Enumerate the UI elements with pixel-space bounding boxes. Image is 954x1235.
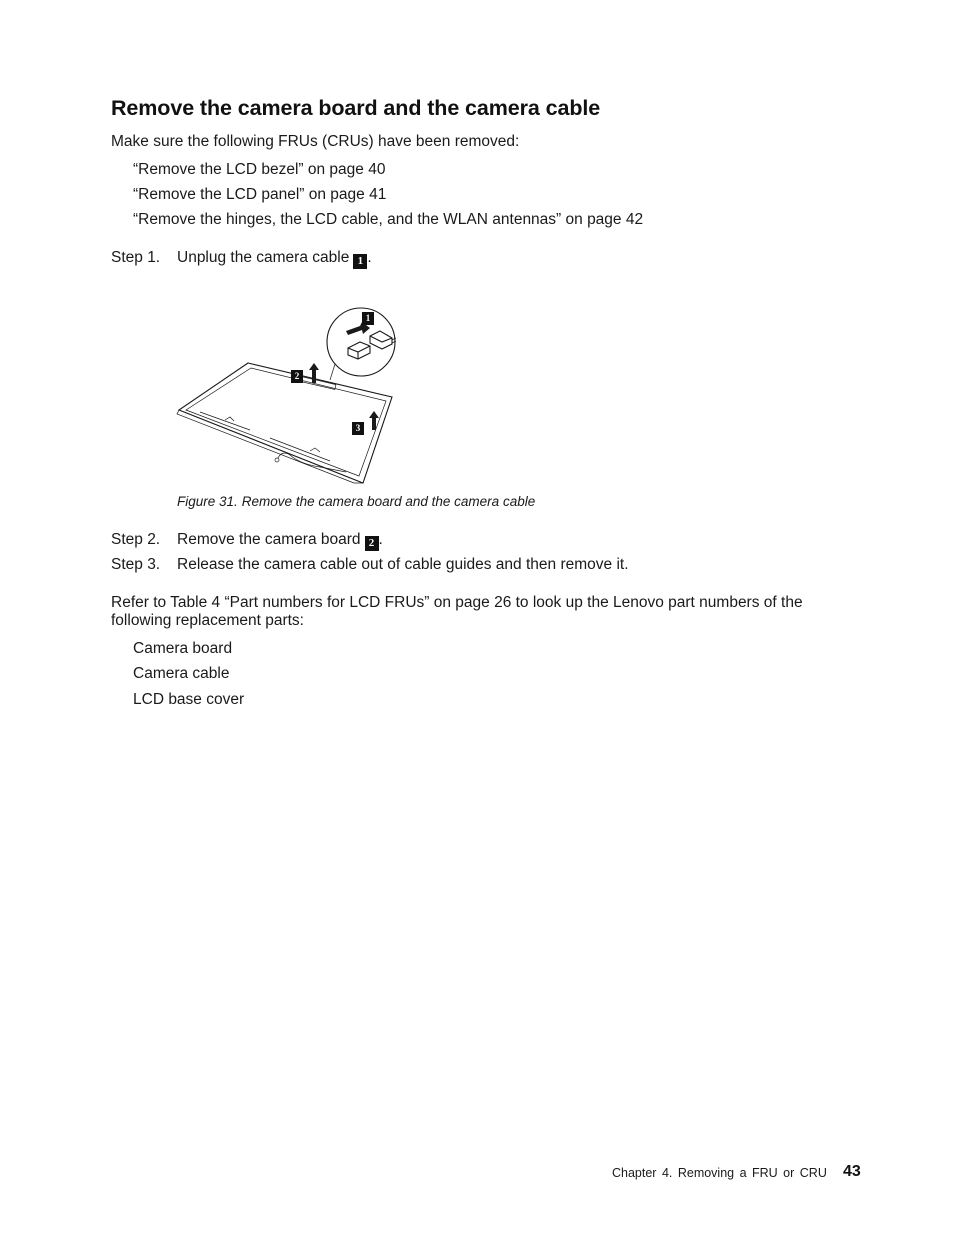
figure-callout-2: 2 xyxy=(291,370,303,383)
intro-text: Make sure the following FRUs (CRUs) have been removed: xyxy=(111,133,520,150)
step-1-suffix: . xyxy=(367,249,372,266)
footer-chapter-title: Chapter 4. Removing a FRU or CRU xyxy=(612,1166,827,1180)
part-item: Camera board xyxy=(133,640,233,657)
hinge-cable-guide xyxy=(200,412,330,461)
figure-callout-3: 3 xyxy=(352,422,364,435)
refer-text-line-1: Refer to Table 4 “Part numbers for LCD FRUs” on page 26 to look up the Lenovo part numbers of the xyxy=(111,594,803,611)
step-3-text: Release the camera cable out of cable guides and then remove it. xyxy=(177,556,629,573)
prereq-item: “Remove the LCD bezel” on page 40 xyxy=(133,161,386,178)
section-title: Remove the camera board and the camera cable xyxy=(111,96,601,120)
page-number: 43 xyxy=(843,1163,861,1180)
figure-caption xyxy=(177,494,535,509)
arrow-3-icon xyxy=(369,411,379,430)
step-2-instruction: Remove the camera board xyxy=(177,531,361,548)
part-item: Camera cable xyxy=(133,665,230,682)
step-2-text xyxy=(177,530,383,551)
step-2-label: Step 2. xyxy=(111,531,161,548)
step-2-suffix: . xyxy=(378,531,383,548)
step-1-instruction: Unplug the camera cable xyxy=(177,249,350,266)
camera-cable-connector xyxy=(348,342,370,359)
part-item: LCD base cover xyxy=(133,691,245,708)
camera-cable-connector-end xyxy=(275,458,279,462)
figure-callout-1: 1 xyxy=(362,312,374,325)
refer-text-line-2: following replacement parts: xyxy=(111,612,304,629)
step-1-text xyxy=(177,248,372,269)
callout-badge-2: 2 xyxy=(365,536,379,551)
callout-badge-1: 1 xyxy=(353,254,367,269)
prereq-item: “Remove the hinges, the LCD cable, and the WLAN antennas” on page 42 xyxy=(133,211,644,228)
step-1-label: Step 1. xyxy=(111,249,161,266)
camera-board-socket xyxy=(370,331,392,349)
magnified-view-pointer xyxy=(330,364,335,380)
figure-label: Figure 31. xyxy=(177,494,238,509)
camera-removal-illustration xyxy=(170,300,410,490)
step-3-label: Step 3. xyxy=(111,556,161,573)
prereq-item: “Remove the LCD panel” on page 41 xyxy=(133,186,387,203)
figure-caption-text: Remove the camera board and the camera cable xyxy=(241,494,536,509)
